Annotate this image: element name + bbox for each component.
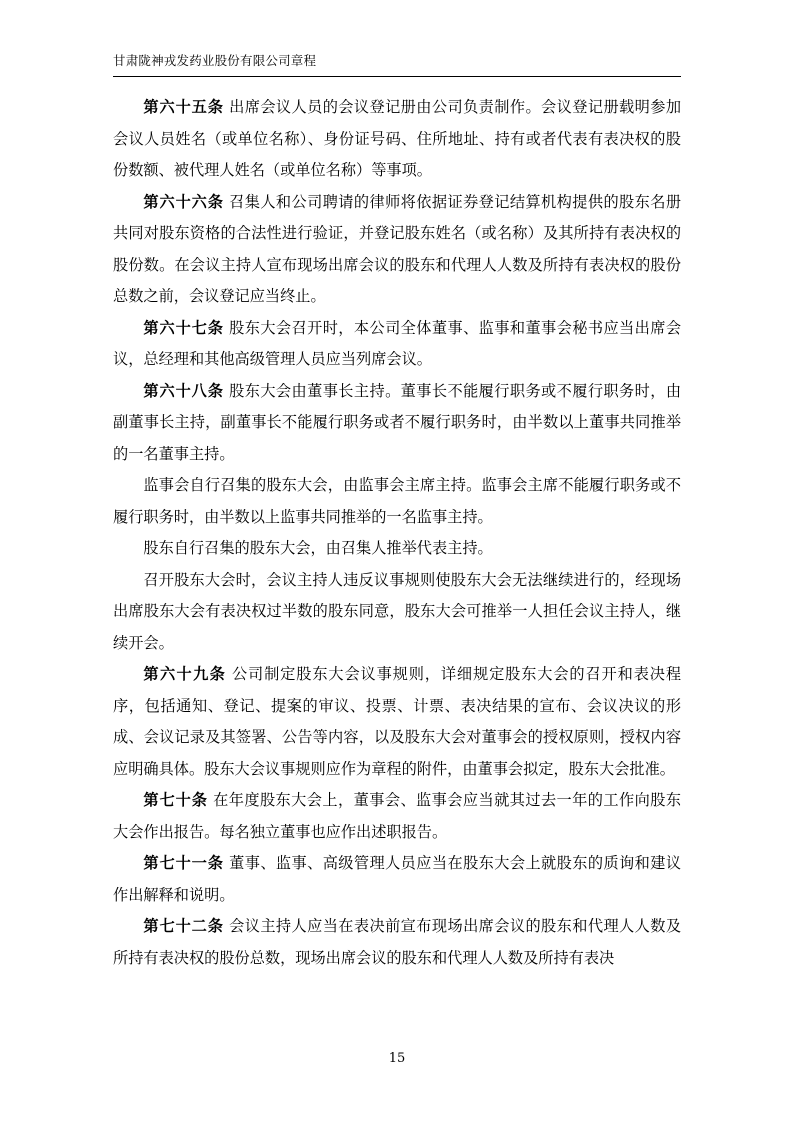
article-text: 股东自行召集的股东大会，由召集人推举代表主持。	[143, 539, 493, 557]
article-text: 股东大会召开时，本公司全体董事、监事和董事会秘书应当出席会议，总经理和其他高级管理人员应当列席会议。	[113, 318, 682, 368]
article-label: 第七十二条	[143, 917, 224, 935]
article-text: 会议主持人应当在表决前宣布现场出席会议的股东和代理人人数及所持有表决权的股份总数，现场出席会议的股东和代理人人数及所持有表决	[113, 917, 682, 967]
article-label: 第六十六条	[143, 192, 224, 211]
article-text: 股东大会由董事长主持。董事长不能履行职务或不履行职务时，由副董事长主持，副董事长不能履行职务或者不履行职务时，由半数以上董事共同推举的一名董事主持。	[113, 381, 682, 463]
article-text: 董事、监事、高级管理人员应当在股东大会上就股东的质询和建议作出解释和说明。	[113, 854, 682, 904]
paragraph	[113, 659, 681, 785]
paragraph	[113, 565, 681, 660]
page-header: 甘肃陇神戎发药业股份有限公司章程	[113, 53, 317, 68]
header-divider	[113, 76, 681, 77]
paragraph	[113, 911, 681, 974]
paragraph	[113, 470, 681, 533]
paragraph	[113, 785, 681, 848]
article-label: 第六十七条	[143, 318, 224, 337]
article-label: 第七十条	[143, 791, 208, 809]
article-text: 监事会自行召集的股东大会，由监事会主席主持。监事会主席不能履行职务或不履行职务时，由半数以上监事共同推举的一名监事主持。	[113, 476, 681, 526]
paragraph	[113, 313, 681, 376]
article-label: 第七十一条	[143, 854, 224, 872]
article-text: 在年度股东大会上，董事会、监事会应当就其过去一年的工作向股东大会作出报告。每名独立董事也应作出述职报告。	[113, 791, 682, 841]
paragraph	[113, 92, 681, 187]
article-label: 第六十九条	[143, 665, 227, 683]
paragraph	[113, 848, 681, 911]
article-text: 召开股东大会时，会议主持人违反议事规则使股东大会无法继续进行的，经现场出席股东大会有表决权过半数的股东同意，股东大会可推举一人担任会议主持人，继续开会。	[113, 570, 681, 652]
document-body	[113, 92, 681, 974]
article-text: 召集人和公司聘请的律师将依据证券登记结算机构提供的股东名册共同对股东资格的合法性进行验证，并登记股东姓名（或名称）及其所持有表决权的股份数。在会议主持人宣布现场出席会议的股东和代理人人数及所持有表决权的股份总数之前，会议登记应当终止。	[113, 192, 682, 305]
paragraph	[113, 533, 681, 565]
article-label: 第六十八条	[143, 381, 224, 400]
paragraph	[113, 187, 681, 313]
page-number: 15	[388, 1051, 406, 1066]
article-text: 出席会议人员的会议登记册由公司负责制作。会议登记册载明参加会议人员姓名（或单位名称）、身份证号码、住所地址、持有或者代表有表决权的股份数额、被代理人姓名（或单位名称）等事项。	[113, 98, 682, 179]
article-text: 公司制定股东大会议事规则，详细规定股东大会的召开和表决程序，包括通知、登记、提案的审议、投票、计票、表决结果的宣布、会议决议的形成、会议记录及其签署、公告等内容，以及股东大会对董事会的授权原则，授权内容应明确具体。股东大会议事规则应作为章程的附件，由董事会拟定，股东大会批准。	[113, 665, 682, 778]
article-label: 第六十五条	[143, 98, 224, 116]
paragraph	[113, 376, 681, 471]
